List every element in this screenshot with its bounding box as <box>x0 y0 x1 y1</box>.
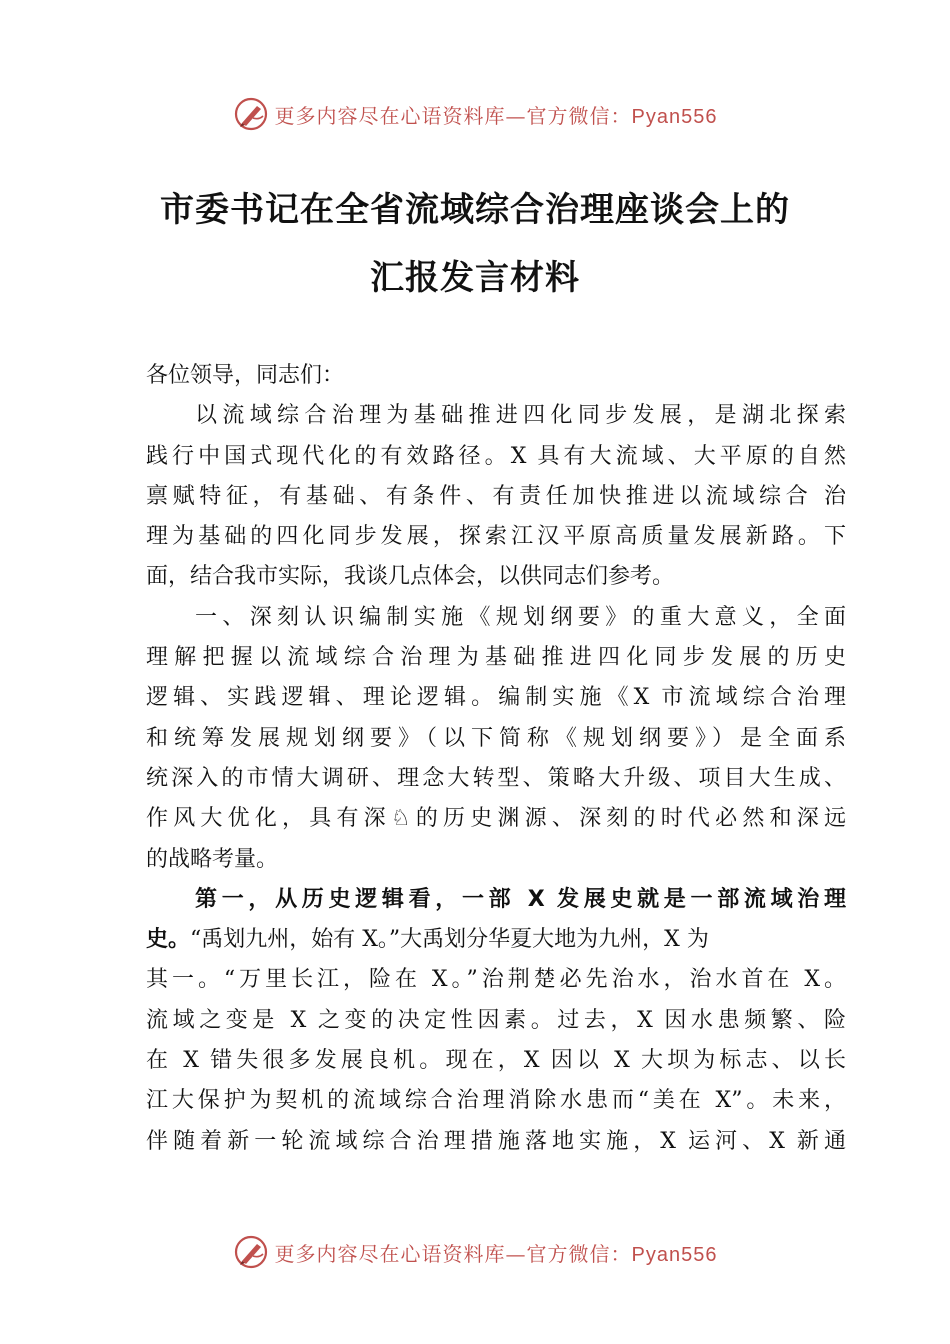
body-line: 理为基础的四化同步发展，探索江汉平原高质量发展新路。下 <box>146 524 846 550</box>
body-line: 理解把握以流域综合治理为基础推进四化同步发展的历史 <box>146 645 846 671</box>
document-title-line-1: 市委书记在全省流域综合治理座谈会上的 <box>160 190 790 230</box>
bold-heading-end: 史。 <box>146 927 191 953</box>
body-line: 以流域综合治理为基础推进四化同步发展，是湖北探索 <box>195 403 846 429</box>
body-line <box>146 920 846 960</box>
body-line: 和统筹发展规划纲要》（以下简称《规划纲要》）是全面系 <box>146 725 846 751</box>
body-line: 践行中国式现代化的有效路径。X 具有大流域、大平原的自然 <box>146 443 846 469</box>
watermark-banner-bottom <box>0 1230 950 1274</box>
body-line: 作风大优化，具有深♘的历史渊源、深刻的时代必然和深远 <box>146 806 846 832</box>
document-body <box>146 356 846 1162</box>
pen-logo-icon <box>233 1234 269 1270</box>
bold-heading-line: 第一，从历史逻辑看，一部 X 发展史就是一部流域治理 <box>195 886 846 912</box>
body-line-continuation: “禹划九州，始有 X。”大禹划分华夏大地为九州，X 为 <box>190 927 709 953</box>
watermark-text: 更多内容尽在心语资料库—官方微信：Pyan556 <box>274 1241 718 1266</box>
body-line: 面，结合我市实际，我谈几点体会，以供同志们参考。 <box>146 564 675 590</box>
watermark-text: 更多内容尽在心语资料库—官方微信：Pyan556 <box>274 103 718 128</box>
body-line: 江大保护为契机的流域综合治理消除水患而“美在 X”。未来， <box>146 1088 846 1114</box>
body-line: 逻辑、实践逻辑、理论逻辑。编制实施《X 市流域综合治理 <box>146 685 846 711</box>
pen-logo-icon <box>233 96 269 132</box>
body-line: 一、深刻认识编制实施《规划纲要》的重大意义，全面 <box>195 604 846 630</box>
body-line: 统深入的市情大调研、理念大转型、策略大升级、项目大生成、 <box>146 765 846 791</box>
body-line: 伴随着新一轮流域综合治理措施落地实施，X 运河、X 新通 <box>146 1128 846 1154</box>
document-title-line-2: 汇报发言材料 <box>370 258 580 298</box>
body-line: 其一。“万里长江，险在 X。”治荆楚必先治水，治水首在 X。 <box>146 967 846 993</box>
body-line: 流域之变是 X 之变的决定性因素。过去，X 因水患频繁、险 <box>146 1007 846 1033</box>
body-line: 禀赋特征，有基础、有条件、有责任加快推进以流域综合 治 <box>146 483 846 509</box>
salutation: 各位领导，同志们： <box>146 363 345 388</box>
watermark-banner-top <box>0 92 950 136</box>
body-line: 在 X 错失很多发展良机。现在，X 因以 X 大坝为标志、以长 <box>146 1048 846 1074</box>
body-line: 的战略考量。 <box>146 846 279 872</box>
